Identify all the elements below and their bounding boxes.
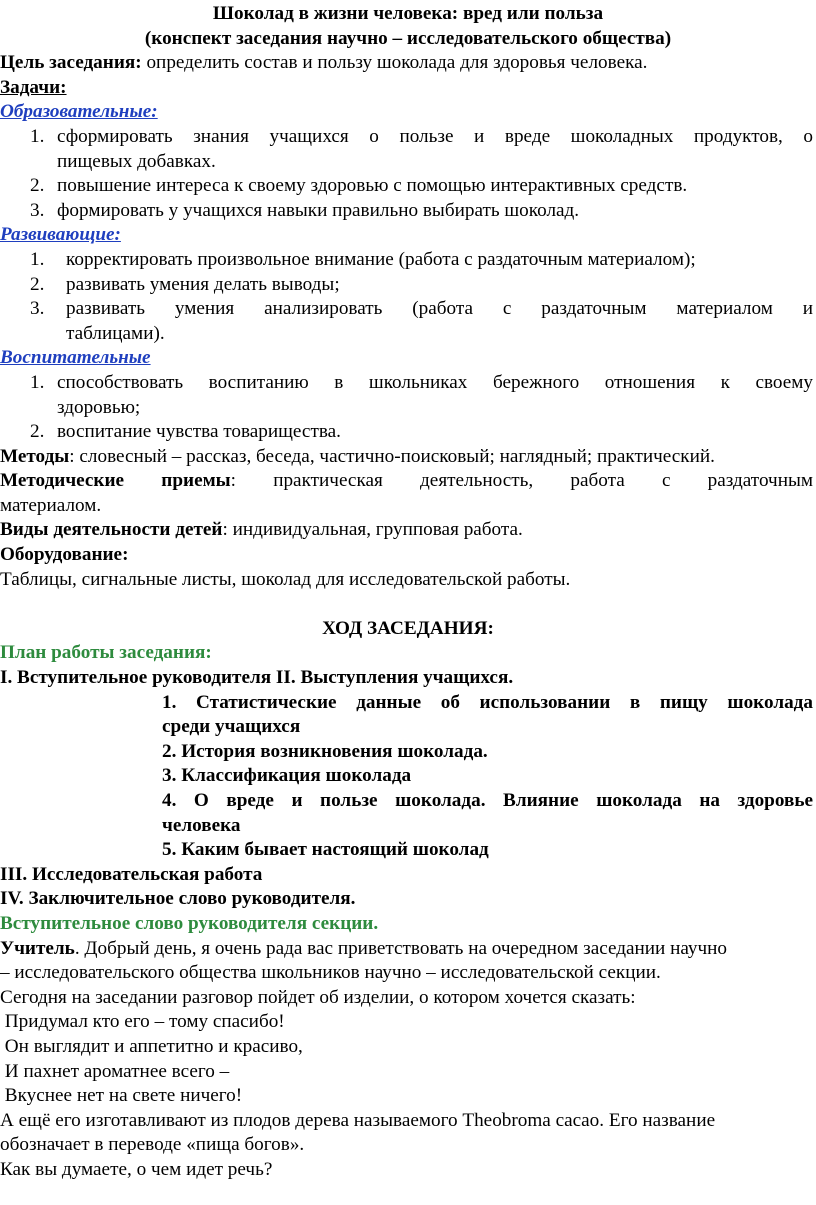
list-item [0, 125, 816, 174]
list-item [0, 273, 816, 298]
activities-line [0, 518, 816, 543]
list-number: 2. [30, 421, 45, 443]
plan-subitem: 3. Классификация шоколада [162, 765, 412, 787]
list-text: корректировать произвольное внимание (работа с раздаточным материалом); [66, 248, 696, 270]
plan-subitem: 1. Статистические данные об использовании в пищу шоколада [162, 691, 813, 713]
poem-line: Вкуснее нет на свете ничего! [0, 1085, 243, 1107]
poem [0, 1010, 816, 1108]
list-text: формировать у учащихся навыки правильно выбирать шоколад. [57, 199, 580, 221]
plan-line: I. Вступительное руководителя II. Выступления учащихся. [0, 667, 514, 689]
methods-text: : словесный – рассказ, беседа, частично-поисковый; наглядный; практический. [69, 445, 715, 467]
edu-list [0, 125, 816, 223]
list-text: способствовать воспитанию в школьниках бережного отношения к своему [57, 371, 813, 393]
equipment-text: Таблицы, сигнальные листы, шоколад для исследовательской работы. [0, 568, 571, 590]
list-text-cont: пищевых добавках. [57, 150, 216, 172]
plan-subitem: 5. Каким бывает настоящий шоколад [162, 839, 489, 861]
list-text: развивать умения делать выводы; [66, 273, 340, 295]
teacher-label: Учитель [0, 937, 75, 959]
list-text: развивать умения анализировать (работа с раздаточным материалом и [66, 298, 813, 320]
list-number: 2. [30, 273, 45, 295]
methods-label: Методы [0, 445, 70, 467]
list-item [0, 199, 816, 224]
teacher-text-cont: – исследовательского общества школьников научно – исследовательской секции. [0, 962, 661, 984]
list-text-cont: здоровью; [57, 396, 141, 418]
doc-title: Шоколад в жизни человека: вред или польза [212, 3, 604, 24]
edu-heading: Образовательные: [0, 101, 158, 123]
upb-heading: Воспитательные [0, 347, 151, 369]
list-text: воспитание чувства товарищества. [57, 421, 341, 443]
plan-subitem-cont: среди учащихся [162, 716, 301, 738]
goal-label: Цель заседания: [0, 52, 142, 74]
closing-line: Как вы думаете, о чем идет речь? [0, 1158, 273, 1180]
goal-line [0, 51, 816, 76]
poem-line: И пахнет ароматнее всего – [0, 1060, 230, 1082]
plan-line: IV. Заключительное слово руководителя. [0, 888, 356, 910]
tasks-label: Задачи: [0, 76, 67, 98]
activities-text: : индивидуальная, групповая работа. [222, 519, 523, 541]
intro-title: Вступительное слово руководителя секции. [0, 912, 379, 934]
list-text: сформировать знания учащихся о пользе и вреде шоколадных продуктов, о [57, 125, 813, 147]
teacher-text: . Добрый день, я очень рада вас приветствовать на очередном заседании научно [74, 937, 728, 959]
goal-text: определить состав и пользу шоколада для здоровья человека. [141, 52, 648, 74]
list-item [0, 420, 816, 445]
list-item [0, 174, 816, 199]
list-number: 2. [30, 175, 45, 197]
teacher-line [0, 937, 816, 962]
list-number: 3. [30, 298, 45, 320]
list-number: 1. [30, 248, 45, 270]
list-number: 1. [30, 371, 45, 393]
techniques-label: Методические приемы [0, 470, 231, 492]
activities-label: Виды деятельности детей [0, 519, 223, 541]
techniques-line [0, 469, 813, 494]
teacher-text-cont: Сегодня на заседании разговор пойдет об изделии, о котором хочется сказать: [0, 986, 636, 1008]
methods-line [0, 445, 816, 470]
closing-line: обозначает в переводе «пища богов». [0, 1134, 305, 1156]
techniques-line-cont: материалом. [0, 494, 102, 516]
plan-title: План работы заседания: [0, 642, 212, 664]
list-text-cont: таблицами). [66, 322, 165, 344]
spacer [0, 592, 816, 617]
plan-line: III. Исследовательская работа [0, 863, 263, 885]
plan-subitem: 2. История возникновения шоколада. [162, 740, 488, 762]
list-number: 1. [30, 125, 45, 147]
document-page [0, 2, 816, 1183]
list-item [0, 371, 816, 420]
poem-line: Придумал кто его – тому спасибо! [0, 1011, 285, 1033]
list-item [0, 248, 816, 273]
course-title: ХОД ЗАСЕДАНИЯ: [322, 617, 494, 639]
plan-subitem-cont: человека [162, 814, 241, 836]
equipment-label: Оборудование: [0, 544, 129, 566]
closing-line: А ещё его изготавливают из плодов дерева называемого Theobroma cacao. Его название [0, 1109, 716, 1131]
list-text: повышение интереса к своему здоровью с помощью интерактивных средств. [57, 175, 688, 197]
plan-subitem: 4. О вреде и пользе шоколада. Влияние шоколада на здоровье [162, 790, 813, 811]
list-item [0, 297, 816, 346]
plan-sublist [0, 691, 816, 863]
list-number: 3. [30, 199, 45, 221]
poem-line: Он выглядит и аппетитно и красиво, [0, 1035, 303, 1057]
techniques-text: : практическая деятельность, работа с раздаточным [230, 470, 813, 492]
dev-heading: Развивающие: [0, 224, 121, 246]
doc-subtitle: (конспект заседания научно – исследовательского общества) [144, 27, 672, 49]
upb-list [0, 371, 816, 445]
dev-list [0, 248, 816, 346]
